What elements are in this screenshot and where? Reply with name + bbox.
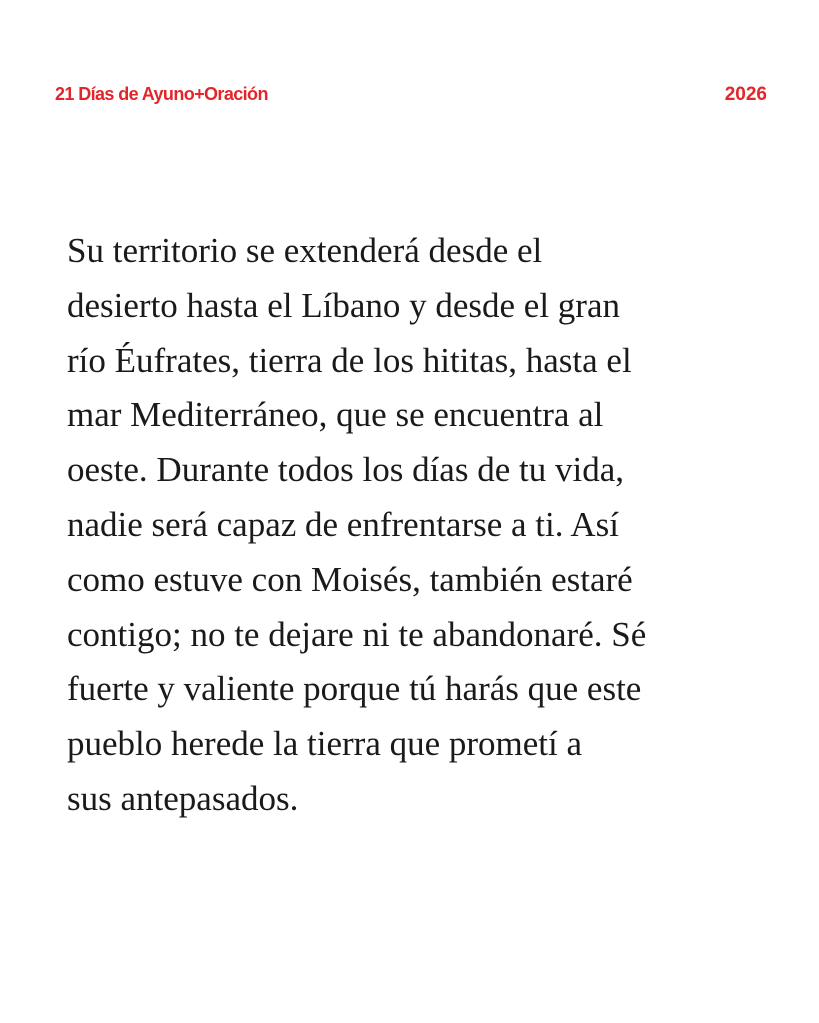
passage-line: fuerte y valiente porque tú harás que este	[67, 669, 642, 709]
passage-line: río Éufrates, tierra de los hititas, hasta el	[67, 340, 632, 380]
passage-line: como estuve con Moisés, también estaré	[67, 559, 633, 599]
passage-line: Su territorio se extenderá desde el	[67, 231, 543, 270]
passage-line: contigo; no te dejare ni te abandonaré. Sé	[67, 614, 647, 654]
passage-line: desierto hasta el Líbano y desde el gran	[67, 285, 620, 325]
scripture-passage	[67, 224, 767, 827]
header-title: 21 Días de Ayuno+Oración	[55, 84, 268, 104]
passage-line: pueblo herede la tierra que prometí a	[67, 724, 583, 764]
header-year: 2026	[724, 84, 767, 105]
passage-line: mar Mediterráneo, que se encuentra al	[67, 395, 604, 435]
passage-line: oeste. Durante todos los días de tu vida,	[67, 450, 624, 490]
passage-line: sus antepasados.	[67, 778, 299, 818]
passage-line: nadie será capaz de enfrentarse a ti. Así	[67, 504, 619, 544]
